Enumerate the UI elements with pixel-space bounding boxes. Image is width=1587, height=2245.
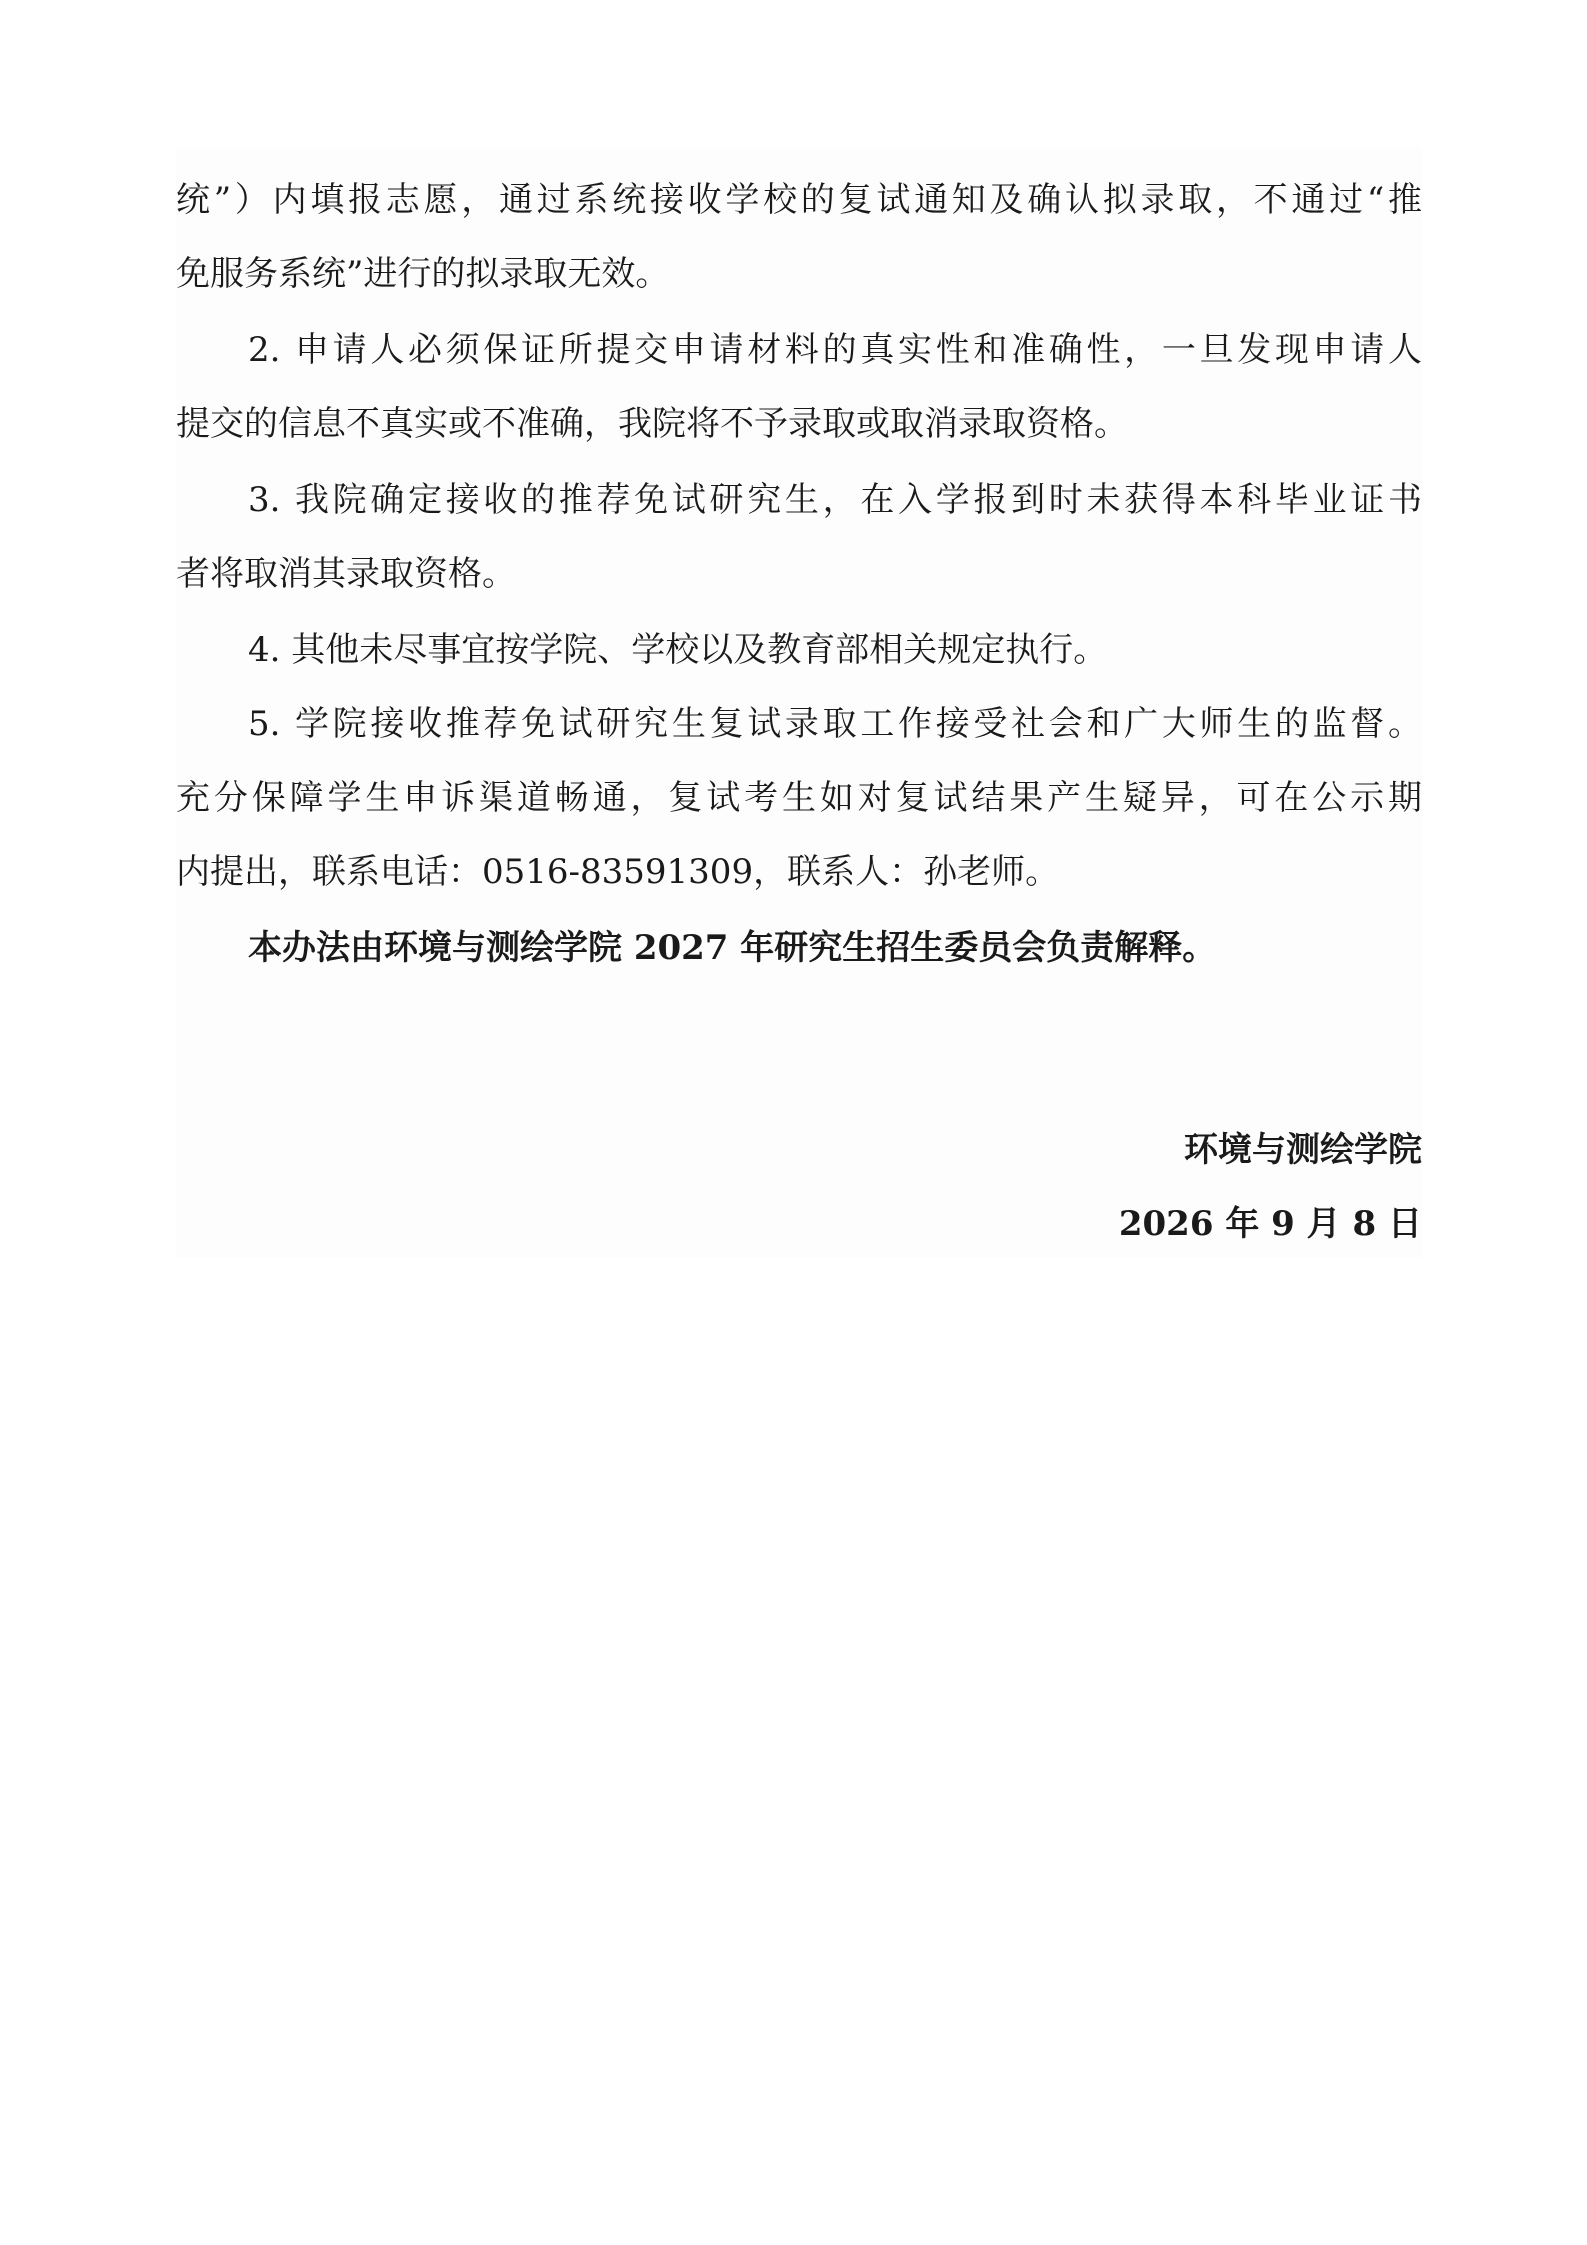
item3-line2: 者将取消其录取资格。 bbox=[176, 554, 516, 594]
item2-line1: 2. 申请人必须保证所提交申请材料的真实性和准确性，一旦发现申请人 bbox=[248, 330, 1422, 370]
para0-line1: 统”）内填报志愿，通过系统接收学校的复试通知及确认拟录取，不通过“推 bbox=[176, 180, 1422, 220]
item5-line3: 内提出，联系电话：0516-83591309，联系人：孙老师。 bbox=[176, 852, 1060, 892]
document-body bbox=[176, 148, 1422, 1258]
item3-line1: 3. 我院确定接收的推荐免试研究生，在入学报到时未获得本科毕业证书 bbox=[248, 480, 1422, 520]
signature-org: 环境与测绘学院 bbox=[1184, 1130, 1422, 1170]
item4-line1: 4. 其他未尽事宜按学院、学校以及教育部相关规定执行。 bbox=[248, 630, 1108, 670]
item5-line1: 5. 学院接收推荐免试研究生复试录取工作接受社会和广大师生的监督。 bbox=[248, 704, 1422, 744]
item5-line2: 充分保障学生申诉渠道畅通，复试考生如对复试结果产生疑异，可在公示期 bbox=[176, 778, 1422, 818]
closing-statement: 本办法由环境与测绘学院 2027 年研究生招生委员会负责解释。 bbox=[248, 928, 1217, 968]
signature-date: 2026 年 9 月 8 日 bbox=[1118, 1204, 1422, 1244]
para0-line2: 免服务系统”进行的拟录取无效。 bbox=[176, 254, 670, 294]
item2-line2: 提交的信息不真实或不准确，我院将不予录取或取消录取资格。 bbox=[176, 404, 1128, 444]
